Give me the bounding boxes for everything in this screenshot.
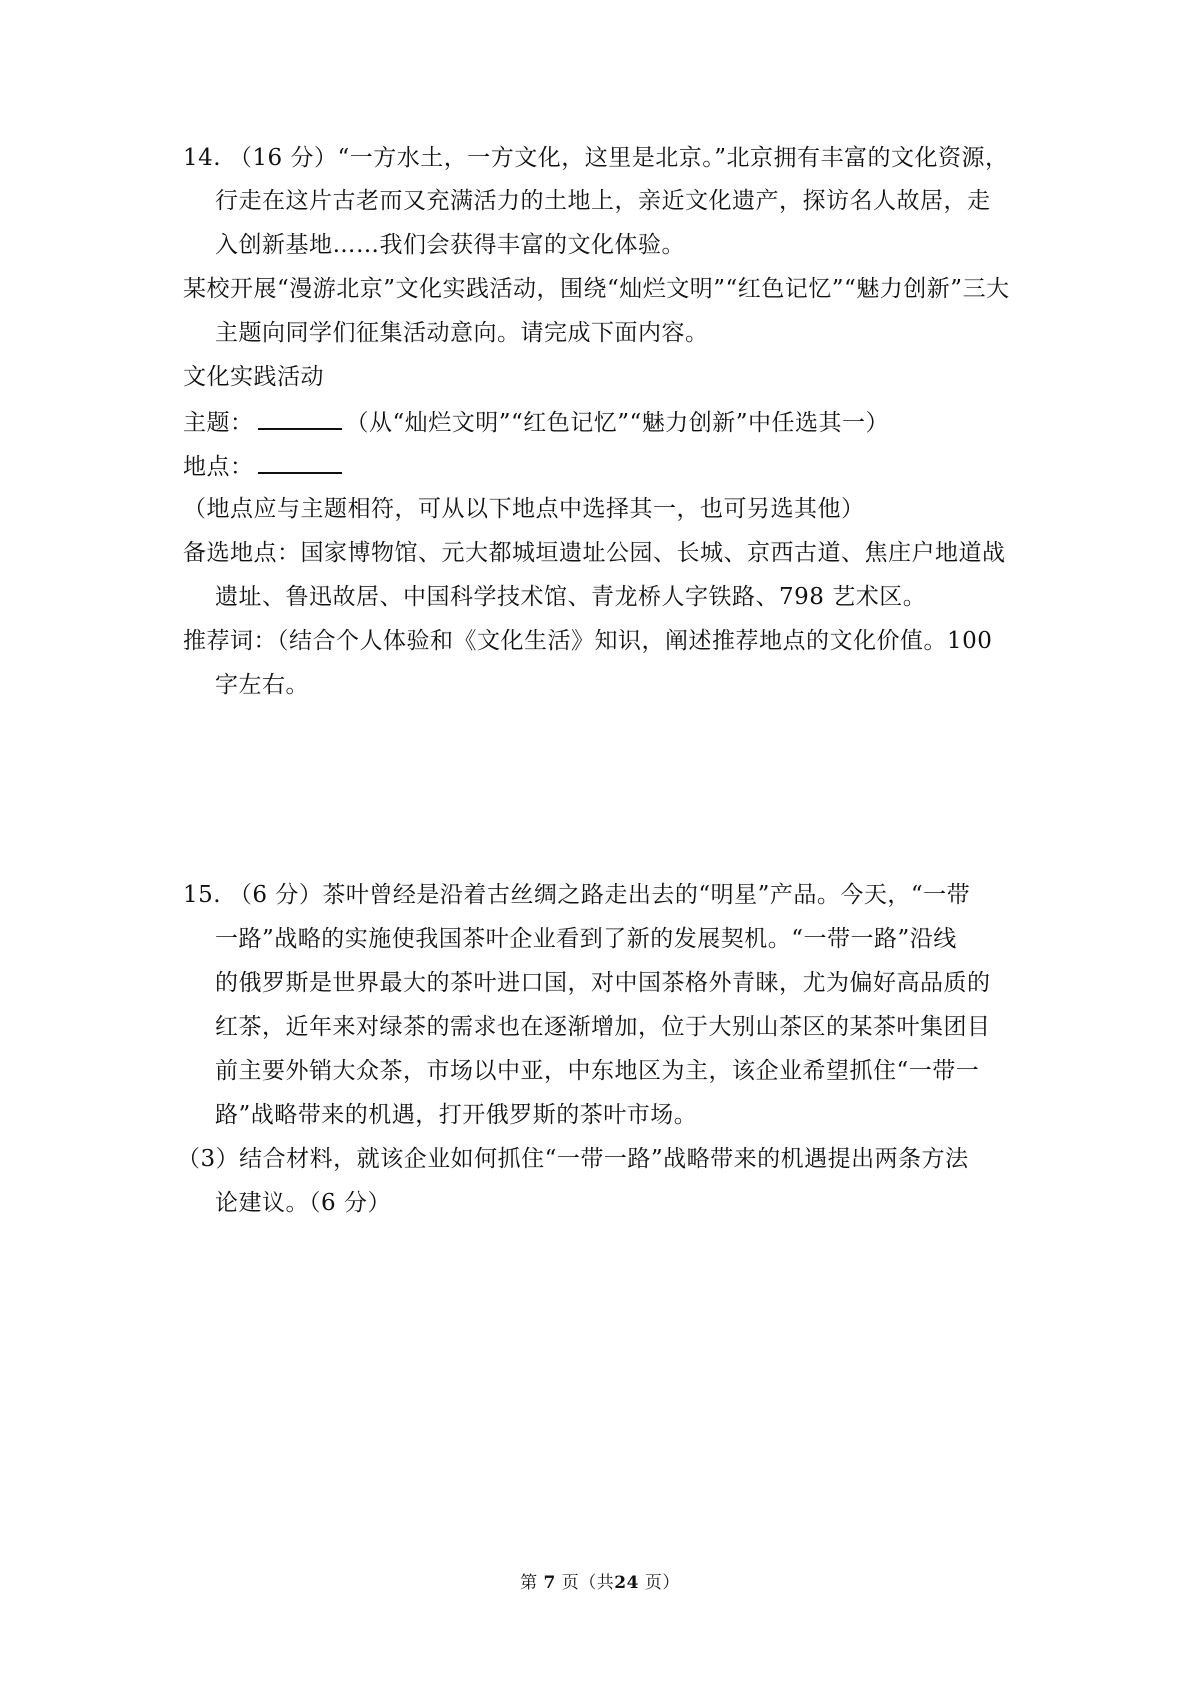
alt-places-line-1: 备选地点：国家博物馆、元大都城垣遗址公园、长城、京西古道、焦庄户地道战: [183, 540, 1006, 566]
q15-line-5: 前主要外销大众茶，市场以中亚，中东地区为主，该企业希望抓住“一带一: [215, 1058, 980, 1084]
footer-suffix: 页）: [644, 1573, 680, 1593]
form-title: 文化实践活动: [183, 364, 324, 390]
theme-row: [183, 406, 889, 438]
alt-places-line-2: 遗址、鲁迅故居、中国科学技术馆、青龙桥人字铁路、798 艺术区。: [215, 584, 927, 610]
q14-line-4: 某校开展“漫游北京”文化实践活动，围绕“灿烂文明”“红色记忆”“魅力创新”三大: [183, 276, 1010, 302]
q15-line-3: 的俄罗斯是世界最大的茶叶进口国，对中国茶格外青睐，尤为偏好高品质的: [215, 970, 991, 996]
q15-line-4: 红茶，近年来对绿茶的需求也在逐渐增加，位于大别山茶区的某茶叶集团目: [215, 1014, 991, 1040]
q15-line-1: 15. （6 分）茶叶曾经是沿着古丝绸之路走出去的“明星”产品。今天，“一带: [183, 882, 971, 908]
place-row: [183, 450, 346, 482]
recommend-line-1: 推荐词：（结合个人体验和《文化生活》知识，阐述推荐地点的文化价值。100: [183, 628, 993, 654]
recommend-line-2: 字左右。: [215, 672, 309, 698]
q14-line-3: 入创新基地……我们会获得丰富的文化体验。: [215, 232, 685, 258]
q15-sub-line-2: 论建议。（6 分）: [215, 1190, 391, 1216]
footer-middle: 页（共: [561, 1573, 615, 1593]
footer-total-pages: 24: [614, 1573, 639, 1593]
page-footer: [0, 1568, 1200, 1593]
q14-line-5: 主题向同学们征集活动意向。请完成下面内容。: [215, 320, 709, 346]
place-label: 地点：: [183, 454, 254, 480]
theme-label: 主题：: [183, 410, 254, 436]
footer-page-number: 7: [543, 1573, 556, 1593]
q15-line-6: 路”战略带来的机遇，打开俄罗斯的茶叶市场。: [215, 1102, 698, 1128]
q14-line-1: 14. （16 分）“一方水土，一方文化，这里是北京。”北京拥有丰富的文化资源，: [183, 145, 1009, 171]
place-hint: （地点应与主题相符，可从以下地点中选择其一，也可另选其他）: [183, 496, 865, 522]
q15-line-2: 一路”战略的实施使我国茶叶企业看到了新的发展契机。“一带一路”沿线: [215, 926, 957, 952]
footer-prefix: 第: [520, 1573, 538, 1593]
place-blank[interactable]: [258, 450, 342, 474]
theme-blank[interactable]: [258, 406, 342, 430]
theme-hint: （从“灿烂文明”“红色记忆”“魅力创新”中任选其一）: [345, 410, 890, 436]
q15-sub-line-1: （3）结合材料，就该企业如何抓住“一带一路”战略带来的机遇提出两条方法: [177, 1146, 969, 1172]
q14-line-2: 行走在这片古老而又充满活力的土地上，亲近文化遗产，探访名人故居，走: [215, 188, 991, 214]
